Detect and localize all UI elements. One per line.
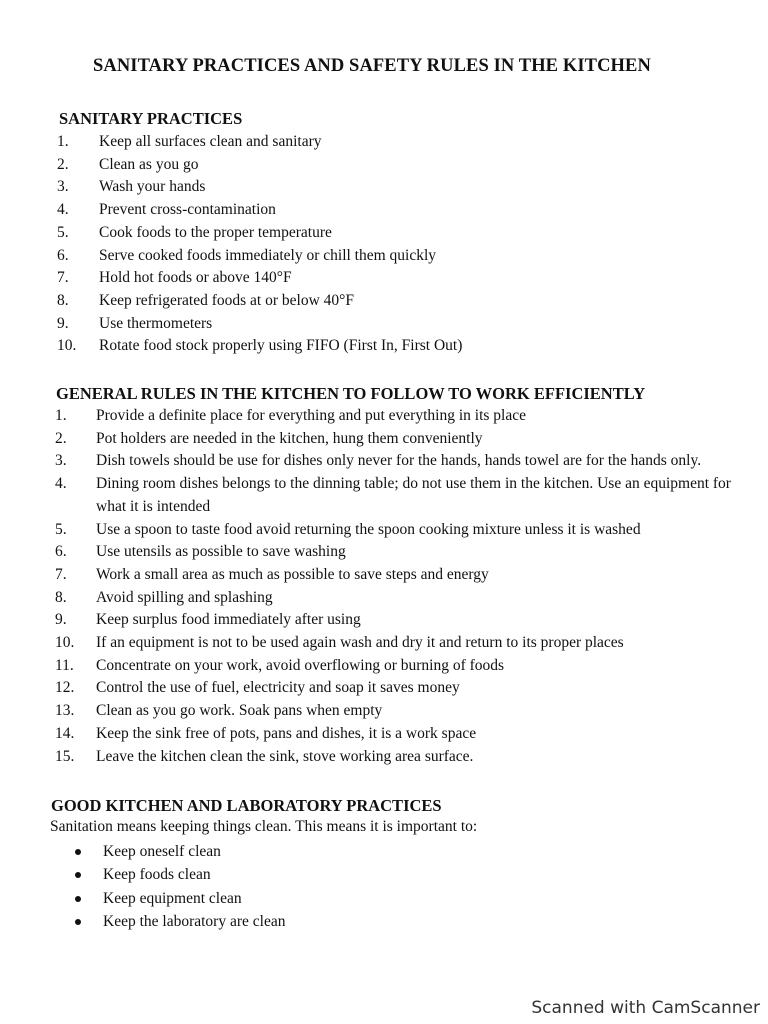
item-number: 5. (57, 223, 69, 241)
list-item (55, 632, 745, 655)
item-text: Provide a definite place for everything and put everything in its place (96, 407, 526, 424)
item-number: 6. (57, 246, 69, 264)
item-number: 7. (57, 269, 69, 287)
item-text: Rotate food stock properly using FIFO (First In, First Out) (99, 337, 463, 355)
list-item (57, 313, 747, 336)
bullet-text: Keep the laboratory are clean (103, 912, 286, 930)
sanitary-practices-heading: SANITARY PRACTICES (59, 109, 243, 128)
item-number: 8. (57, 291, 69, 309)
item-text: Cook foods to the proper temperature (99, 223, 332, 241)
sanitary-practices-list (57, 131, 747, 358)
list-item (55, 405, 745, 428)
item-number: 2. (57, 155, 69, 173)
item-number: 7. (55, 565, 67, 583)
good-practices-bullet-list (72, 840, 285, 933)
list-item (55, 723, 745, 746)
list-item (55, 564, 745, 587)
item-number: 4. (55, 475, 67, 493)
item-text: Hold hot foods or above 140°F (99, 269, 292, 287)
item-text: Serve cooked foods immediately or chill them quickly (99, 246, 437, 264)
item-number: 2. (55, 429, 67, 447)
item-text: Work a small area as much as possible to save steps and energy (96, 565, 489, 583)
bullet-dot-icon (75, 919, 81, 925)
list-item (57, 222, 747, 245)
bullet-text: Keep foods clean (103, 866, 211, 884)
item-number: 14. (55, 724, 75, 742)
item-text: Keep the sink free of pots, pans and dishes, it is a work space (96, 724, 477, 742)
item-number: 9. (55, 611, 67, 629)
item-number: 4. (57, 201, 69, 219)
list-item (57, 154, 747, 177)
item-number: 15. (55, 747, 75, 765)
list-item (55, 746, 745, 769)
list-item (57, 131, 747, 154)
list-item (57, 176, 747, 199)
item-number: 1. (55, 407, 67, 424)
general-rules-list (55, 405, 745, 768)
list-item (55, 655, 745, 678)
item-number: 6. (55, 543, 67, 561)
list-item (55, 700, 745, 723)
item-text: Pot holders are needed in the kitchen, hung them conveniently (96, 429, 483, 447)
item-text: Keep refrigerated foods at or below 40°F (99, 291, 354, 309)
list-item (55, 428, 745, 451)
item-text: If an equipment is not to be used again wash and dry it and return to its proper places (96, 634, 624, 652)
item-text: Use thermometers (99, 314, 213, 332)
item-number: 13. (55, 702, 75, 720)
item-text: Leave the kitchen clean the sink, stove working area surface. (96, 747, 474, 765)
good-practices-heading: GOOD KITCHEN AND LABORATORY PRACTICES (51, 796, 442, 815)
item-text: Dish towels should be use for dishes only never for the hands, hands towel are for the hands only. (96, 452, 702, 470)
list-item (55, 609, 745, 632)
item-number: 12. (55, 679, 75, 697)
item-text: Concentrate on your work, avoid overflowing or burning of foods (96, 656, 505, 674)
bullet-text: Keep oneself clean (103, 843, 221, 860)
item-text: Keep surplus food immediately after using (96, 611, 361, 629)
sanitation-intro: Sanitation means keeping things clean. This means it is important to: (50, 818, 478, 835)
page-title: SANITARY PRACTICES AND SAFETY RULES IN THE KITCHEN (93, 56, 651, 76)
bullet-text: Keep equipment clean (103, 889, 242, 907)
item-text: Dining room dishes belongs to the dinning table; do not use them in the kitchen. Use an equipment for what it is intended (96, 475, 731, 515)
bullet-item (72, 887, 285, 910)
list-item (55, 519, 745, 542)
item-text: Clean as you go work. Soak pans when empty (96, 702, 383, 720)
item-text: Avoid spilling and splashing (96, 588, 273, 606)
item-text: Use a spoon to taste food avoid returning the spoon cooking mixture unless it is washed (96, 520, 641, 538)
bullet-dot-icon (75, 896, 81, 902)
list-item (57, 267, 747, 290)
list-item (55, 450, 745, 473)
list-item (57, 245, 747, 268)
general-rules-heading: GENERAL RULES IN THE KITCHEN TO FOLLOW TO WORK EFFICIENTLY (56, 384, 646, 403)
item-text: Wash your hands (99, 178, 206, 196)
bullet-dot-icon (75, 872, 81, 878)
item-text: Use utensils as possible to save washing (96, 543, 346, 561)
list-item (55, 541, 745, 564)
item-number: 5. (55, 520, 67, 538)
item-number: 10. (55, 634, 75, 652)
item-number: 3. (55, 452, 67, 470)
item-text: Clean as you go (99, 155, 199, 173)
list-item (55, 587, 745, 610)
item-number: 8. (55, 588, 67, 606)
bullet-item (72, 840, 285, 863)
list-item (55, 473, 745, 518)
bullet-dot-icon (75, 849, 81, 855)
list-item (57, 199, 747, 222)
camscanner-watermark: Scanned with CamScanner (531, 998, 760, 1018)
list-item (57, 335, 747, 358)
item-number: 10. (57, 337, 77, 355)
item-number: 3. (57, 178, 69, 196)
item-text: Control the use of fuel, electricity and soap it saves money (96, 679, 460, 697)
item-text: Keep all surfaces clean and sanitary (99, 133, 322, 150)
item-text: Prevent cross-contamination (99, 201, 276, 219)
item-number: 9. (57, 314, 69, 332)
item-number: 11. (55, 656, 74, 674)
list-item (57, 290, 747, 313)
list-item (55, 677, 745, 700)
bullet-item (72, 863, 285, 886)
bullet-item (72, 910, 285, 933)
item-number: 1. (57, 133, 69, 150)
